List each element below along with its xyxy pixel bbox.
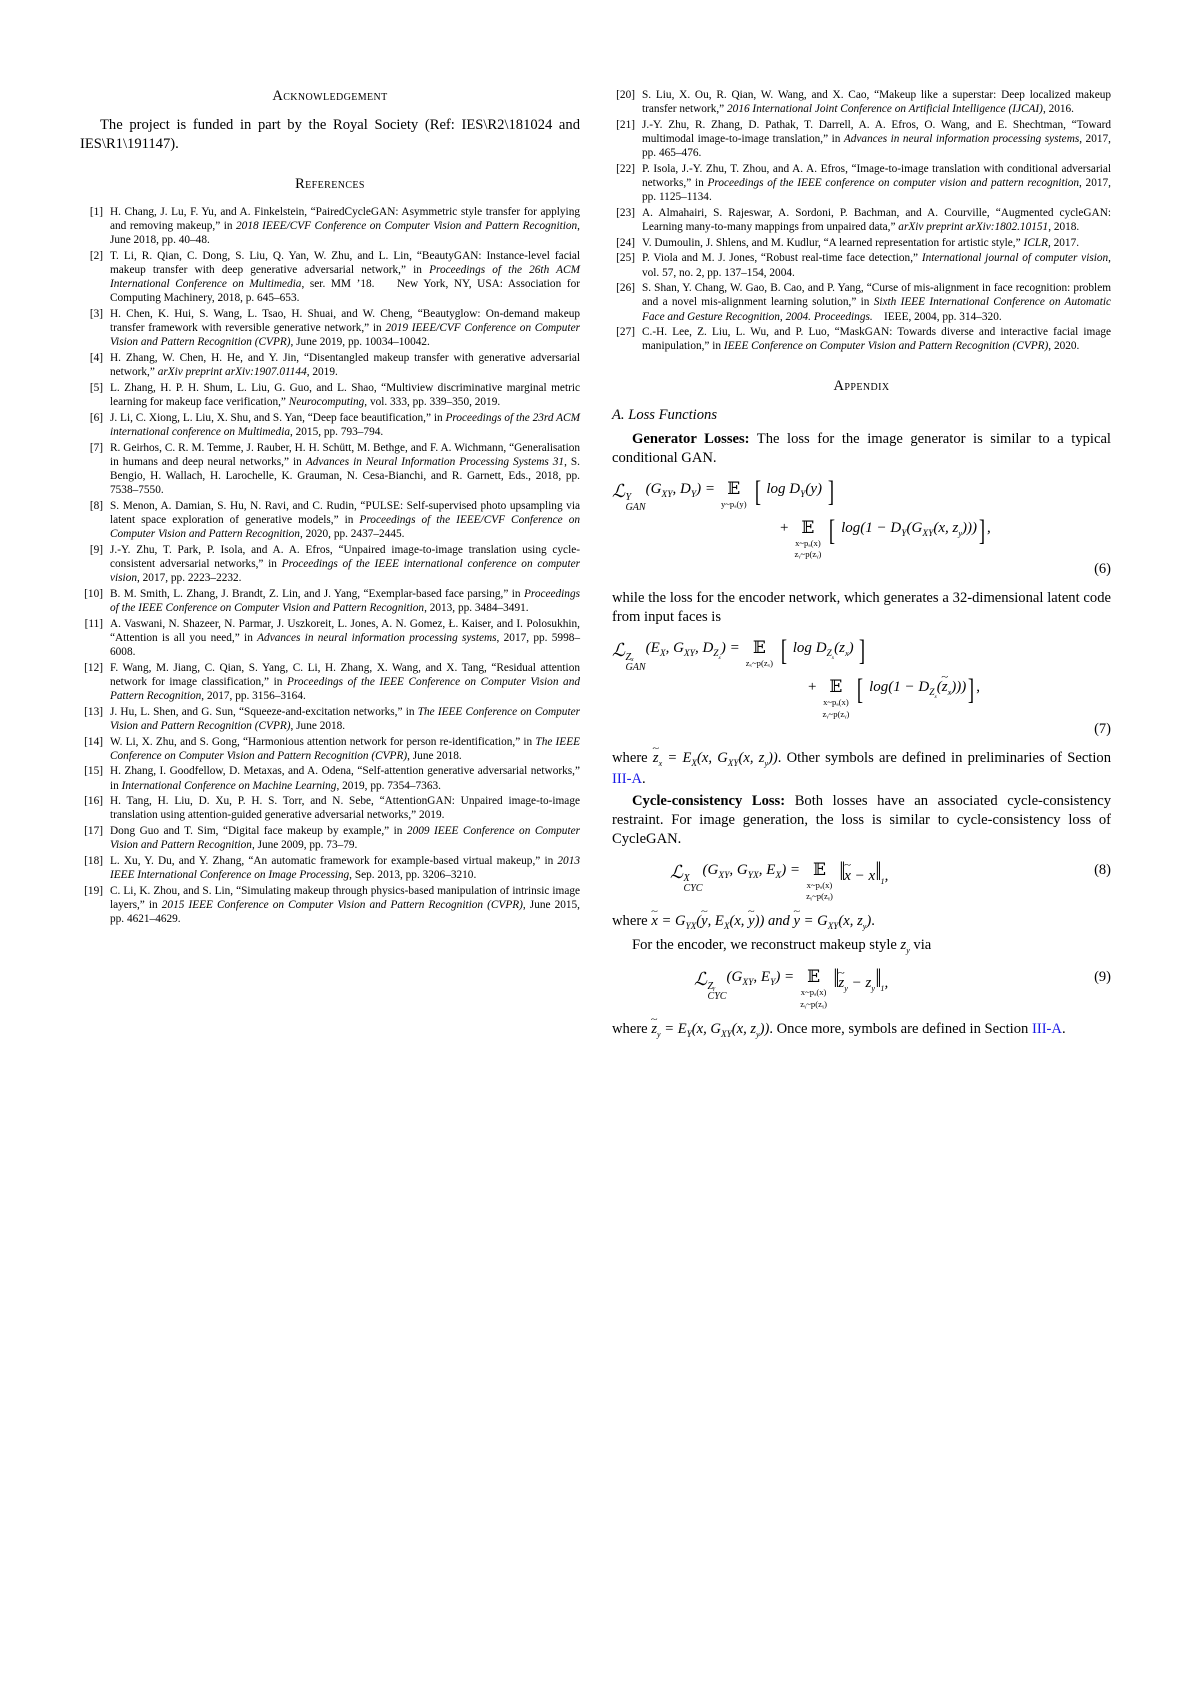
after-equation-8-paragraph: where x ~ = $G_{YX}(y$ ~, $E_X(x$, y ~)) and y ~ = $G_{XY}(x$, $z_y$). [612, 912, 1111, 933]
reference-item [80, 735, 580, 763]
expectation-operator-1: 𝔼 y~pₐ(y) [720, 478, 747, 509]
expectation-operator-4: 𝔼 x~pₐ(x) zᵧ~p(zᵧ) [822, 677, 850, 719]
reference-item [612, 118, 1111, 161]
reference-number: [9] [89, 543, 103, 556]
reference-number: [1] [89, 205, 103, 218]
equation-6-lhs-args: ($G_{XY}$, $D_Y$) = [645, 480, 715, 500]
reference-text: J. Hu, L. Shen, and G. Sun, “Squeeze-and-excitation networks,” in The IEEE Conference on Computer Vision and Pattern Recognition (CVPR), June 2018. [110, 705, 580, 732]
reference-item [80, 587, 580, 615]
reference-number: [17] [84, 825, 103, 838]
reference-number: [13] [84, 705, 103, 718]
reference-list-right [612, 88, 1111, 354]
reference-text: C.-H. Lee, Z. Liu, L. Wu, and P. Luo, “MaskGAN: Towards diverse and interactive facial image manipulation,” in IEEE Conference on Computer Vision and Pattern Recognition (CVPR), 2020. [642, 326, 1111, 353]
reference-item [80, 764, 580, 792]
reference-text: T. Li, R. Qian, C. Dong, S. Liu, Q. Yan, W. Zhu, and L. Lin, “BeautyGAN: Instance-level facial makeup transfer with deep generative adversarial network,” in Proceedings of the 26th ACM International Conference on Multimedia, ser. MM ’18. New York, NY, USA: Association for Computing Machinery, 2018, p. 645–653. [110, 249, 580, 305]
reference-item [80, 411, 580, 439]
generator-losses-runin: Generator Losses: [632, 430, 750, 447]
equation-7 [612, 634, 1111, 738]
reference-item [80, 824, 580, 852]
reference-number: [18] [84, 855, 103, 867]
after-eq8-formula: x ~ = $G_{YX}(y$ ~, $E_X(x$, y ~)) and y ~ = $G_{XY}(x$, $z_y$) [651, 913, 871, 929]
equation-6-line-2: + 𝔼 x~pₐ(x) zᵧ~p(zᵧ) [ $\log(1 - D_Y(G_{XY}(x$, $z_y$))) ] , [780, 513, 991, 559]
reference-number: [16] [84, 795, 103, 808]
equation-7-lhs-args: ($E_X$, $G_{XY}$, $D_{Z_x}$) = [645, 640, 740, 662]
reference-number: [14] [84, 735, 103, 748]
reference-item [80, 661, 580, 704]
reference-number: [7] [89, 441, 103, 454]
two-column-body [80, 88, 1111, 1044]
cycle-consistency-runin: Cycle-consistency Loss: [632, 792, 786, 809]
reference-text: H. Zhang, I. Goodfellow, D. Metaxas, and A. Odena, “Self-attention generative adversarial networks,” in International Conference on Machine Learning, 2019, pp. 7354–7363. [110, 765, 580, 792]
after-equation-9-paragraph [612, 1020, 1111, 1041]
equation-6-body-1: $\log D_Y(y)$ [762, 480, 826, 500]
acknowledgement-heading: Acknowledgement [272, 88, 388, 104]
encoder-network-paragraph: while the loss for the encoder network, which generates a 32-dimensional latent code from input faces is [612, 590, 1111, 626]
reference-text: J. Li, C. Xiong, L. Liu, X. Shu, and S. Yan, “Deep face beautification,” in Proceedings of the 23rd ACM international conference on Multimedia, 2015, pp. 793–794. [110, 411, 580, 439]
reference-text: A. Vaswani, N. Shazeer, N. Parmar, J. Uszkoreit, L. Jones, A. N. Gomez, Ł. Kaiser, and I. Polosukhin, “Attention is all you need,” in Advances in neural information processing systems, 2017, pp. 5998–6008. [110, 617, 581, 659]
reference-text: S. Menon, A. Damian, S. Hu, N. Ravi, and C. Rudin, “PULSE: Self-supervised photo upsampling via latent space exploration of generative models,” in Proceedings of the IEEE/CVF Conference on Computer Vision and Pattern Recognition, 2020, pp. 2437–2445. [110, 499, 580, 541]
reference-text: A. Almahairi, S. Rajeswar, A. Sordoni, P. Bachman, and A. Courville, “Augmented cycleGAN: Learning many-to-many mappings from unpaired data,” arXiv preprint arXiv:1802.10151, 2018. [642, 206, 1111, 234]
reference-item [80, 351, 580, 379]
reference-number: [24] [616, 236, 635, 249]
equation-9 [612, 964, 1111, 1009]
encoder-reconstruct-paragraph: For the encoder, we reconstruct makeup style $z_y$ via [632, 937, 932, 955]
expectation-operator-5: 𝔼 x~pₐ(x) zᵧ~p(zᵧ) [806, 859, 833, 901]
reference-text: L. Zhang, H. P. H. Shum, L. Liu, G. Guo, and L. Shao, “Multiview discriminative marginal metric learning for makeup face verification,” Neurocomputing, vol. 333, pp. 339–350, 2019. [110, 382, 580, 409]
reference-item [80, 249, 580, 306]
reference-item [80, 307, 580, 350]
reference-text: H. Chen, K. Hui, S. Wang, L. Tsao, H. Shuai, and W. Cheng, “Beautyglow: On-demand makeup transfer framework with reversible generative network,” in 2019 IEEE/CVF Conference on Computer Vision and Pattern Recognition (CVPR), June 2019, pp. 10034–10042. [110, 308, 580, 349]
cycle-consistency-text: Both losses have an associated cycle-consistency restraint. For image generation, the loss is similar to cycle-consistency loss of CycleGAN. [612, 792, 1111, 847]
reference-item [612, 281, 1111, 324]
appendix-subsection-a: A. Loss Functions [612, 406, 717, 423]
reference-number: [8] [89, 499, 103, 512]
cycle-consistency-paragraph [612, 792, 1111, 849]
after-eq7-pre: where [612, 749, 653, 766]
reference-number: [21] [616, 118, 635, 131]
loss-symbol-cyc-x: ℒ X CYC [670, 861, 703, 895]
reference-number: [23] [616, 206, 635, 219]
reference-text: J.-Y. Zhu, R. Zhang, D. Pathak, T. Darrell, A. A. Efros, O. Wang, and E. Shechtman, “Toward multimodal image-to-image translation,” in Advances in neural information processing systems, 2017, pp. 465–476. [642, 118, 1111, 160]
equation-8-lhs-args: ($G_{XY}$, $G_{YX}$, $E_X$) = [702, 861, 801, 881]
equation-6-number: (6) [1094, 561, 1111, 578]
reference-number: [15] [84, 765, 103, 778]
reference-item [80, 441, 580, 498]
bracket-open-3: [ [780, 634, 788, 668]
after-eq9-mid: . Once more, symbols are defined in Section [769, 1021, 1032, 1037]
reference-item [80, 705, 580, 733]
equation-8-number: (8) [1094, 861, 1111, 878]
references-heading: References [295, 175, 365, 192]
reference-number: [10] [84, 587, 103, 600]
reference-item [80, 884, 580, 927]
loss-symbol-gan-y: ℒ Y GAN [612, 480, 646, 514]
equation-9-line-1 [612, 964, 1111, 1009]
bracket-close-4: ] [968, 673, 975, 707]
section-iii-a-link-2[interactable]: III-A [1031, 1021, 1062, 1037]
equation-8-line-1 [612, 856, 1111, 902]
reference-list-left [80, 205, 580, 926]
reference-number: [19] [84, 884, 103, 897]
left-column [80, 88, 580, 928]
reference-number: [11] [84, 617, 103, 630]
reference-item [612, 162, 1111, 205]
expectation-operator-3: 𝔼 zₓ~p(zₓ) [745, 638, 774, 669]
reference-text: H. Chang, J. Lu, F. Yu, and A. Finkelstein, “PairedCycleGAN: Asymmetric style transfer for applying and removing makeup,” in 2018 IEEE/CVF Conference on Computer Vision and Pattern Recognition, June 2018, pp. 40–48. [110, 205, 580, 247]
reference-text: S. Shan, Y. Chang, W. Gao, B. Cao, and P. Yang, “Curse of mis-alignment in face recognition: problem and a novel mis-alignment learning solution,” in Sixth IEEE International Conference on Automatic Face and Gesture Recognition, 2004. Proceedings. IEEE, 2004, pp. 314–320. [642, 282, 1111, 323]
equation-7-line-2: + 𝔼 x~pₐ(x) zᵧ~p(zᵧ) [ $\log(1 - D_{Z_x}(z$ $\sim_x$))) ] , [612, 679, 1111, 719]
reference-number: [12] [84, 661, 103, 674]
equation-7-body-1: $\log D_{Z_x}(z_x)$ [789, 640, 858, 662]
loss-symbol-gan-zx: ℒ Zₓ GAN [612, 640, 646, 673]
expectation-operator-2: 𝔼 x~pₐ(x) zᵧ~p(zᵧ) [794, 517, 822, 559]
equation-6-line-1 [612, 474, 1111, 514]
acknowledgement-paragraph: The project is funded in part by the Royal Society (Ref: IES\R2\181024 and IES\R1\191147). [80, 117, 580, 152]
after-equation-7-paragraph [612, 749, 1111, 789]
reference-item [80, 205, 580, 248]
after-eq7-mid: . Other symbols are defined in preliminaries of Section [777, 749, 1111, 766]
reference-item [612, 236, 1111, 250]
generator-losses-paragraph [612, 430, 1111, 468]
loss-symbol-cyc-zy: ℒ Zᵧ CYC [694, 969, 727, 1003]
reference-number: [3] [89, 308, 103, 321]
reference-text: J.-Y. Zhu, T. Park, P. Isola, and A. A. Efros, “Unpaired image-to-image translation using cycle-consistent adversarial networks,” in Proceedings of the IEEE international conference on computer vision, 2017, pp. 2223–2232. [110, 543, 580, 585]
equation-7-number: (7) [1094, 720, 1111, 737]
equation-6-body-2: $\log(1 - D_Y(G_{XY}(x$, $z_y$))) [837, 519, 978, 539]
reference-text: H. Tang, H. Liu, D. Xu, P. H. S. Torr, and N. Sebe, “AttentionGAN: Unpaired image-to-image translation using attention-guided generative adversarial networks,” 2019. [110, 795, 580, 822]
reference-number: [4] [89, 352, 103, 365]
reference-number: [2] [89, 249, 103, 262]
bracket-close-2: ] [978, 513, 986, 547]
bracket-open-4: [ [857, 673, 864, 707]
reference-item [80, 499, 580, 542]
reference-item [612, 206, 1111, 234]
reference-item [612, 325, 1111, 353]
reference-text: S. Liu, X. Ou, R. Qian, W. Wang, and X. Cao, “Makeup like a superstar: Deep localized makeup transfer network,” 2016 International Joint Conference on Artificial Intelligence (IJCAI), 2016. [642, 89, 1111, 116]
equation-9-norm: ‖z $\sim_y$ − $z_y‖_1$, [833, 969, 888, 993]
reference-number: [22] [616, 162, 635, 175]
reference-item [80, 854, 580, 882]
appendix-heading: Appendix [833, 377, 890, 394]
right-column [612, 88, 1111, 1044]
reference-number: [26] [616, 282, 635, 295]
reference-text: P. Isola, J.-Y. Zhu, T. Zhou, and A. A. Efros, “Image-to-image translation with conditional adversarial networks,” in Proceedings of the IEEE conference on computer vision and pattern recognition, 2017, pp. 1125–1134. [642, 162, 1111, 204]
section-iii-a-link-1[interactable]: III-A [612, 770, 642, 787]
bracket-close-3: ] [859, 634, 866, 668]
reference-text: H. Zhang, W. Chen, H. He, and Y. Jin, “Disentangled makeup transfer with generative adversarial network,” arXiv preprint arXiv:1907.01144, 2019. [110, 352, 580, 379]
reference-number: [5] [89, 382, 103, 394]
equation-8 [612, 856, 1111, 902]
bracket-open-1: [ [754, 474, 761, 508]
equation-7-line-1 [612, 634, 1111, 673]
reference-number: [25] [616, 252, 635, 265]
equation-7-body-2: $\log(1 - D_{Z_x}(z$ $\sim_x$))) [865, 679, 966, 700]
reference-item [80, 543, 580, 586]
reference-number: [20] [616, 89, 635, 101]
reference-item [612, 251, 1111, 279]
after-eq7-formula: z $\sim_x = E_X(x$, $G_{XY}(x$, $z_y$)) [653, 750, 778, 766]
reference-text: L. Xu, Y. Du, and Y. Zhang, “An automatic framework for example-based virtual makeup,” in 2013 IEEE International Conference on Image Processing, Sep. 2013, pp. 3206–3210. [110, 855, 580, 882]
reference-text: F. Wang, M. Jiang, C. Qian, S. Yang, C. Li, H. Zhang, X. Wang, and X. Tang, “Residual attention network for image classification,” in Proceedings of the IEEE Conference on Computer Vision and Pattern Recognition, 2017, pp. 3156–3164. [110, 661, 581, 703]
reference-text: P. Viola and M. J. Jones, “Robust real-time face detection,” International journal of computer vision, vol. 57, no. 2, pp. 137–154, 2004. [642, 252, 1111, 279]
plus-sign-1: + [780, 519, 789, 536]
reference-text: Dong Guo and T. Sim, “Digital face makeup by example,” in 2009 IEEE Conference on Computer Vision and Pattern Recognition, June 2009, pp. 73–79. [110, 825, 581, 852]
after-eq7-post: . [641, 770, 646, 787]
reference-text: W. Li, X. Zhu, and S. Gong, “Harmonious attention network for person re-identification,” in The IEEE Conference on Computer Vision and Pattern Recognition (CVPR), June 2018. [110, 735, 581, 762]
reference-item [80, 794, 580, 822]
reference-number: [27] [616, 326, 635, 339]
reference-text: B. M. Smith, L. Zhang, J. Brandt, Z. Lin, and J. Yang, “Exemplar-based face parsing,” in Proceedings of the IEEE Conference on Computer Vision and Pattern Recognition, 2013, pp. 3484–3491. [110, 587, 580, 615]
equation-6 [612, 474, 1111, 579]
bracket-close-1: ] [827, 474, 834, 508]
expectation-operator-6: 𝔼 x~pₐ(x) zᵧ~p(zᵧ) [800, 967, 828, 1009]
plus-sign-2: + [808, 679, 817, 696]
reference-number: [6] [89, 411, 103, 424]
after-eq9-pre: where [612, 1021, 652, 1037]
reference-item [612, 88, 1111, 116]
generator-losses-text: The loss for the image generator is similar to a typical conditional GAN. [612, 430, 1111, 466]
reference-item [80, 381, 580, 409]
reference-text: C. Li, K. Zhou, and S. Lin, “Simulating makeup through physics-based manipulation of intrinsic image layers,” in 2015 IEEE Conference on Computer Vision and Pattern Recognition (CVPR), June 2015, pp. 4621–4629. [110, 884, 580, 926]
reference-item [80, 617, 580, 660]
after-eq9-post: . [1061, 1021, 1066, 1037]
reference-text: V. Dumoulin, J. Shlens, and M. Kudlur, “A learned representation for artistic style,” ICLR, 2017. [642, 236, 1080, 249]
equation-9-number: (9) [1094, 969, 1111, 986]
reference-text: R. Geirhos, C. R. M. Temme, J. Rauber, H. H. Schütt, M. Bethge, and F. A. Wichmann, “Generalisation in humans and deep neural networks,” in Advances in Neural Information Processing Systems 31, S. Bengio, H. Wallach, H. Larochelle, K. Grauman, N. Cesa-Bianchi, and R. Garnett, Eds., 2018, pp. 7538–7550. [110, 441, 580, 497]
equation-9-lhs-args: ($G_{XY}$, $E_Y$) = [726, 969, 795, 989]
after-eq9-formula: z $\sim_y = E_Y(x$, $G_{XY}(x$, $z_y$)) [651, 1021, 769, 1037]
bracket-open-2: [ [829, 513, 836, 547]
equation-8-norm: ‖x ~ − $x‖_1$, [839, 862, 888, 886]
